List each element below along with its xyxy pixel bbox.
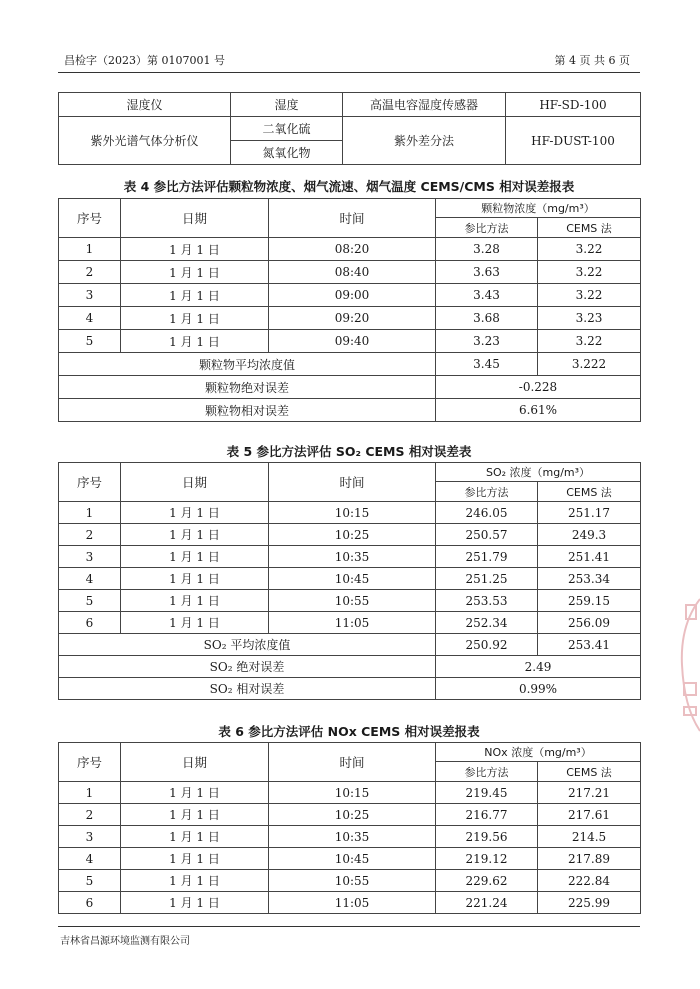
- cell-time: 11:05: [269, 612, 436, 634]
- cell-time: 10:15: [269, 502, 436, 524]
- cell-ref: 3.28: [436, 238, 538, 261]
- instrument-model: HF-SD-100: [506, 93, 641, 117]
- instrument-method: 高温电容湿度传感器: [343, 93, 506, 117]
- instrument-method: 紫外差分法: [343, 117, 506, 165]
- rel-error-label: 颗粒物相对误差: [59, 399, 436, 422]
- cell-cems: 217.21: [538, 782, 641, 804]
- cell-ref: 3.63: [436, 261, 538, 284]
- avg-cems: 253.41: [538, 634, 641, 656]
- col-time: 时间: [269, 463, 436, 502]
- cell-ref: 219.56: [436, 826, 538, 848]
- cell-time: 10:25: [269, 524, 436, 546]
- cell-ref: 219.12: [436, 848, 538, 870]
- abs-error-value: -0.228: [436, 376, 641, 399]
- col-group: NOx 浓度（mg/m³）: [436, 743, 641, 762]
- cell-no: 4: [59, 307, 121, 330]
- cell-date: 1 月 1 日: [121, 330, 269, 353]
- col-no: 序号: [59, 463, 121, 502]
- avg-cems: 3.222: [538, 353, 641, 376]
- cell-cems: 251.41: [538, 546, 641, 568]
- abs-error-label: SO₂ 绝对误差: [59, 656, 436, 678]
- cell-cems: 251.17: [538, 502, 641, 524]
- table6-caption: 表 6 参比方法评估 NOx CEMS 相对误差报表: [218, 724, 480, 739]
- cell-time: 10:35: [269, 826, 436, 848]
- col-ref: 参比方法: [436, 762, 538, 782]
- table-row: [59, 284, 641, 307]
- summary-row: [59, 678, 641, 700]
- table4: [58, 198, 641, 422]
- table-row: [59, 238, 641, 261]
- abs-error-value: 2.49: [436, 656, 641, 678]
- table-row: [59, 782, 641, 804]
- cell-cems: 249.3: [538, 524, 641, 546]
- cell-date: 1 月 1 日: [121, 284, 269, 307]
- table-row: [59, 330, 641, 353]
- cell-ref: 3.68: [436, 307, 538, 330]
- col-date: 日期: [121, 743, 269, 782]
- cell-ref: 216.77: [436, 804, 538, 826]
- cell-no: 6: [59, 892, 121, 914]
- cell-time: 09:20: [269, 307, 436, 330]
- table-row: [59, 892, 641, 914]
- table-row: [59, 502, 641, 524]
- table-row: [59, 93, 641, 117]
- summary-row: [59, 399, 641, 422]
- table-row: [59, 804, 641, 826]
- cell-no: 1: [59, 238, 121, 261]
- cell-cems: 3.22: [538, 330, 641, 353]
- cell-cems: 3.23: [538, 307, 641, 330]
- instrument-param: 氮氧化物: [231, 141, 343, 165]
- table-row: [59, 826, 641, 848]
- cell-no: 4: [59, 848, 121, 870]
- cell-time: 09:00: [269, 284, 436, 307]
- cell-date: 1 月 1 日: [121, 502, 269, 524]
- cell-time: 10:35: [269, 546, 436, 568]
- table-row: [59, 524, 641, 546]
- instrument-param: 湿度: [231, 93, 343, 117]
- cell-ref: 251.25: [436, 568, 538, 590]
- table-row: [59, 117, 641, 141]
- table-row: [59, 261, 641, 284]
- cell-time: 09:40: [269, 330, 436, 353]
- col-cems: CEMS 法: [538, 482, 641, 502]
- avg-ref: 250.92: [436, 634, 538, 656]
- cell-time: 08:20: [269, 238, 436, 261]
- cell-cems: 3.22: [538, 261, 641, 284]
- col-cems: CEMS 法: [538, 218, 641, 238]
- table5-caption: 表 5 参比方法评估 SO₂ CEMS 相对误差表: [226, 444, 472, 459]
- col-time: 时间: [269, 199, 436, 238]
- table-header-row: [59, 199, 641, 218]
- cell-ref: 252.34: [436, 612, 538, 634]
- cell-no: 5: [59, 590, 121, 612]
- table-row: [59, 546, 641, 568]
- col-no: 序号: [59, 743, 121, 782]
- cell-ref: 253.53: [436, 590, 538, 612]
- avg-label: 颗粒物平均浓度值: [59, 353, 436, 376]
- cell-cems: 253.34: [538, 568, 641, 590]
- avg-label: SO₂ 平均浓度值: [59, 634, 436, 656]
- cell-no: 5: [59, 330, 121, 353]
- cell-time: 10:45: [269, 848, 436, 870]
- summary-row: [59, 376, 641, 399]
- col-ref: 参比方法: [436, 482, 538, 502]
- table5: [58, 462, 641, 700]
- cell-no: 1: [59, 502, 121, 524]
- table-header-row: [59, 743, 641, 762]
- table-row: [59, 848, 641, 870]
- avg-ref: 3.45: [436, 353, 538, 376]
- table-row: [59, 568, 641, 590]
- cell-no: 4: [59, 568, 121, 590]
- cell-cems: 214.5: [538, 826, 641, 848]
- cell-date: 1 月 1 日: [121, 590, 269, 612]
- cell-date: 1 月 1 日: [121, 612, 269, 634]
- col-date: 日期: [121, 199, 269, 238]
- cell-no: 3: [59, 546, 121, 568]
- abs-error-label: 颗粒物绝对误差: [59, 376, 436, 399]
- cell-ref: 3.43: [436, 284, 538, 307]
- instrument-param: 二氧化硫: [231, 117, 343, 141]
- cell-no: 2: [59, 804, 121, 826]
- cell-date: 1 月 1 日: [121, 804, 269, 826]
- footer-rule: [58, 926, 640, 927]
- col-time: 时间: [269, 743, 436, 782]
- cell-no: 2: [59, 524, 121, 546]
- report-number: 昌检字（2023）第 0107001 号: [64, 54, 225, 67]
- instrument-name: 紫外光谱气体分析仪: [59, 117, 231, 165]
- cell-ref: 229.62: [436, 870, 538, 892]
- table4-caption: 表 4 参比方法评估颗粒物浓度、烟气流速、烟气温度 CEMS/CMS 相对误差报表: [123, 179, 575, 194]
- cell-ref: 3.23: [436, 330, 538, 353]
- cell-time: 08:40: [269, 261, 436, 284]
- cell-date: 1 月 1 日: [121, 546, 269, 568]
- rel-error-label: SO₂ 相对误差: [59, 678, 436, 700]
- summary-row: [59, 656, 641, 678]
- cell-time: 10:45: [269, 568, 436, 590]
- rel-error-value: 6.61%: [436, 399, 641, 422]
- cell-date: 1 月 1 日: [121, 261, 269, 284]
- col-group: 颗粒物浓度（mg/m³）: [436, 199, 641, 218]
- table-row: [59, 590, 641, 612]
- cell-time: 10:15: [269, 782, 436, 804]
- instrument-model: HF-DUST-100: [506, 117, 641, 165]
- cell-cems: 217.61: [538, 804, 641, 826]
- cell-no: 3: [59, 284, 121, 307]
- cell-ref: 251.79: [436, 546, 538, 568]
- cell-date: 1 月 1 日: [121, 524, 269, 546]
- cell-no: 5: [59, 870, 121, 892]
- summary-row: [59, 634, 641, 656]
- table-row: [59, 307, 641, 330]
- summary-row: [59, 353, 641, 376]
- table6: [58, 742, 641, 914]
- cell-cems: 225.99: [538, 892, 641, 914]
- table-header-row: [59, 463, 641, 482]
- cell-date: 1 月 1 日: [121, 826, 269, 848]
- page-indicator: 第 4 页 共 6 页: [554, 54, 630, 67]
- cell-date: 1 月 1 日: [121, 848, 269, 870]
- instrument-table: [58, 92, 641, 165]
- cell-date: 1 月 1 日: [121, 782, 269, 804]
- cell-date: 1 月 1 日: [121, 238, 269, 261]
- cell-no: 6: [59, 612, 121, 634]
- instrument-name: 湿度仪: [59, 93, 231, 117]
- cell-ref: 250.57: [436, 524, 538, 546]
- company-name: 吉林省昌源环境监测有限公司: [60, 936, 190, 947]
- cell-time: 11:05: [269, 892, 436, 914]
- header-rule: [58, 72, 640, 73]
- col-group: SO₂ 浓度（mg/m³）: [436, 463, 641, 482]
- cell-cems: 217.89: [538, 848, 641, 870]
- cell-no: 2: [59, 261, 121, 284]
- cell-time: 10:55: [269, 870, 436, 892]
- cell-date: 1 月 1 日: [121, 307, 269, 330]
- seal-stamp-icon: [672, 595, 700, 735]
- cell-date: 1 月 1 日: [121, 870, 269, 892]
- cell-cems: 256.09: [538, 612, 641, 634]
- col-no: 序号: [59, 199, 121, 238]
- cell-cems: 222.84: [538, 870, 641, 892]
- cell-date: 1 月 1 日: [121, 892, 269, 914]
- cell-no: 1: [59, 782, 121, 804]
- cell-cems: 259.15: [538, 590, 641, 612]
- cell-time: 10:25: [269, 804, 436, 826]
- cell-no: 3: [59, 826, 121, 848]
- cell-ref: 246.05: [436, 502, 538, 524]
- cell-ref: 219.45: [436, 782, 538, 804]
- rel-error-value: 0.99%: [436, 678, 641, 700]
- cell-ref: 221.24: [436, 892, 538, 914]
- col-cems: CEMS 法: [538, 762, 641, 782]
- cell-date: 1 月 1 日: [121, 568, 269, 590]
- cell-cems: 3.22: [538, 238, 641, 261]
- cell-time: 10:55: [269, 590, 436, 612]
- col-date: 日期: [121, 463, 269, 502]
- cell-cems: 3.22: [538, 284, 641, 307]
- table-row: [59, 612, 641, 634]
- col-ref: 参比方法: [436, 218, 538, 238]
- table-row: [59, 870, 641, 892]
